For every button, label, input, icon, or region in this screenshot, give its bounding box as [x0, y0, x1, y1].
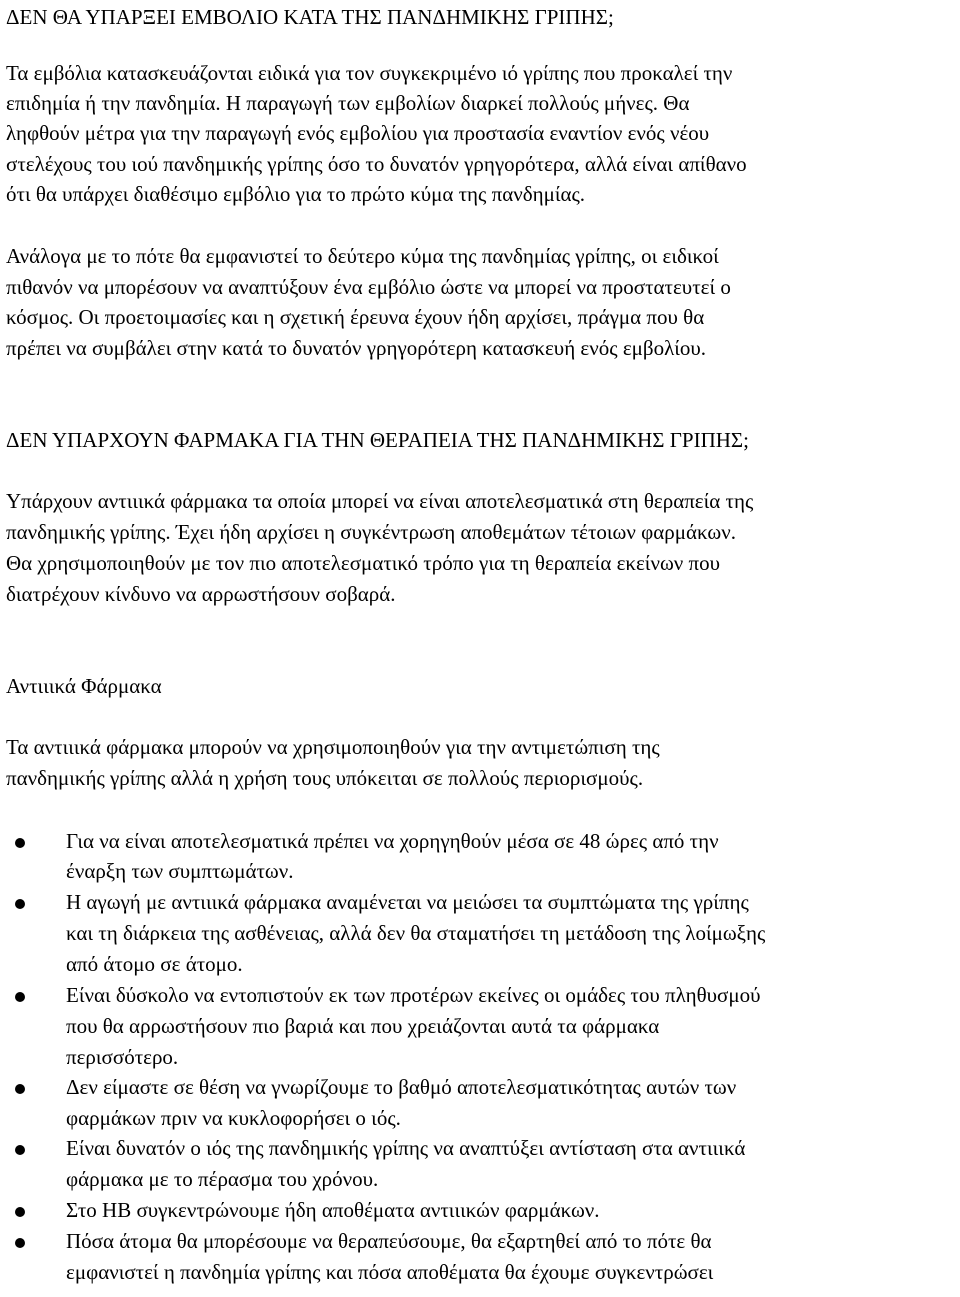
paragraph-line: πανδημικής γρίπης αλλά η χρήση τους υπόκειται σε πολλούς περιορισμούς. — [6, 766, 644, 790]
list-item-line: που θα αρρωστήσουν πιο βαριά και που χρειάζονται αυτά τα φάρμακα — [66, 1014, 660, 1038]
list-item-line: Είναι δυνατόν ο ιός της πανδημικής γρίπης να αναπτύξει αντίσταση στα αντιιικά — [66, 1136, 746, 1160]
paragraph-line: κόσμος. Οι προετοιμασίες και η σχετική έρευνα έχουν ήδη αρχίσει, πράγμα που θα — [6, 305, 705, 329]
list-item-line: Για να είναι αποτελεσματικά πρέπει να χορηγηθούν μέσα σε 48 ώρες από την — [66, 829, 719, 853]
list-item-line: φαρμάκων πριν να κυκλοφορήσει ο ιός. — [66, 1106, 401, 1130]
list-item-line: και τη διάρκεια της ασθένειας, αλλά δεν θα σταματήσει τη μετάδοση της λοίμωξης — [66, 921, 766, 945]
list-item-line: Δεν είμαστε σε θέση να γνωρίζουμε το βαθμό αποτελεσματικότητας αυτών των — [66, 1075, 737, 1099]
list-item-line: Είναι δύσκολο να εντοπιστούν εκ των προτέρων εκείνες οι ομάδες του πληθυσμού — [66, 983, 761, 1007]
paragraph-line: ληφθούν μέτρα για την παραγωγή ενός εμβολίου για προστασία εναντίον ενός νέου — [6, 121, 710, 145]
list-item-line: από άτομο σε άτομο. — [66, 952, 243, 976]
paragraph-line: πανδημικής γρίπης. Έχει ήδη αρχίσει η συγκέντρωση αποθεμάτων τέτοιων φαρμάκων. — [6, 520, 736, 544]
list-item-line: εμφανιστεί η πανδημία γρίπης και πόσα αποθέματα θα έχουμε συγκεντρώσει — [66, 1260, 714, 1284]
paragraph-line: ότι θα υπάρχει διαθέσιμο εμβόλιο για το πρώτο κύμα της πανδημίας. — [6, 182, 586, 206]
bullet-marker — [15, 899, 25, 909]
paragraph-line: πρέπει να συμβάλει στην κατά το δυνατόν γρηγορότερη κατασκευή ενός εμβολίου. — [6, 336, 707, 360]
paragraph-line: Ανάλογα με το πότε θα εμφανιστεί το δεύτερο κύμα της πανδημίας γρίπης, οι ειδικοί — [6, 244, 719, 268]
section-heading-antivirals: Αντιιικά Φάρμακα — [6, 674, 162, 698]
bullet-marker — [15, 992, 25, 1002]
paragraph-line: Τα αντιιικά φάρμακα μπορούν να χρησιμοποιηθούν για την αντιμετώπιση της — [6, 735, 660, 759]
list-item-line: περισσότερο. — [66, 1045, 179, 1069]
section-heading-drugs: ΔΕΝ ΥΠΑΡΧΟΥΝ ΦΑΡΜΑΚΑ ΓΙΑ ΤΗΝ ΘΕΡΑΠΕΙΑ ΤΗΣ ΠΑΝΔΗΜΙΚΗΣ ΓΡΙΠΗΣ; — [6, 428, 749, 452]
bullet-marker — [15, 1084, 25, 1094]
section-heading-vaccine: ΔΕΝ ΘΑ ΥΠΑΡΞΕΙ ΕΜΒΟΛΙΟ ΚΑΤΑ ΤΗΣ ΠΑΝΔΗΜΙΚΗΣ ΓΡΙΠΗΣ; — [6, 5, 614, 29]
list-item-line: Η αγωγή με αντιιικά φάρμακα αναμένεται να μειώσει τα συμπτώματα της γρίπης — [66, 890, 749, 914]
paragraph-line: Θα χρησιμοποιηθούν με τον πιο αποτελεσματικό τρόπο για τη θεραπεία εκείνων που — [6, 551, 721, 575]
paragraph-line: Υπάρχουν αντιιικά φάρμακα τα οποία μπορεί να είναι αποτελεσματικά στη θεραπεία της — [6, 489, 754, 513]
bullet-marker — [15, 1238, 25, 1248]
paragraph-line: Τα εμβόλια κατασκευάζονται ειδικά για τον συγκεκριμένο ιό γρίπης που προκαλεί την — [6, 61, 733, 85]
bullet-marker — [15, 1145, 25, 1155]
bullet-marker — [15, 1207, 25, 1217]
bullet-marker — [15, 838, 25, 848]
paragraph-line: πιθανόν να μπορέσουν να αναπτύξουν ένα εμβόλιο ώστε να μπορεί να προστατευτεί ο — [6, 275, 731, 299]
list-item-line: έναρξη των συμπτωμάτων. — [66, 859, 294, 883]
paragraph-line: διατρέχουν κίνδυνο να αρρωστήσουν σοβαρά. — [6, 582, 396, 606]
list-item-line: Πόσα άτομα θα μπορέσουμε να θεραπεύσουμε, θα εξαρτηθεί από το πότε θα — [66, 1229, 712, 1253]
list-item-line: Στο ΗΒ συγκεντρώνουμε ήδη αποθέματα αντιιικών φαρμάκων. — [66, 1198, 600, 1222]
paragraph-line: επιδημία ή την πανδημία. Η παραγωγή των εμβολίων διαρκεί πολλούς μήνες. Θα — [6, 91, 690, 115]
list-item-line: φάρμακα με το πέρασμα του χρόνου. — [66, 1167, 379, 1191]
paragraph-line: στελέχους του ιού πανδημικής γρίπης όσο το δυνατόν γρηγορότερα, αλλά είναι απίθανο — [6, 152, 747, 176]
